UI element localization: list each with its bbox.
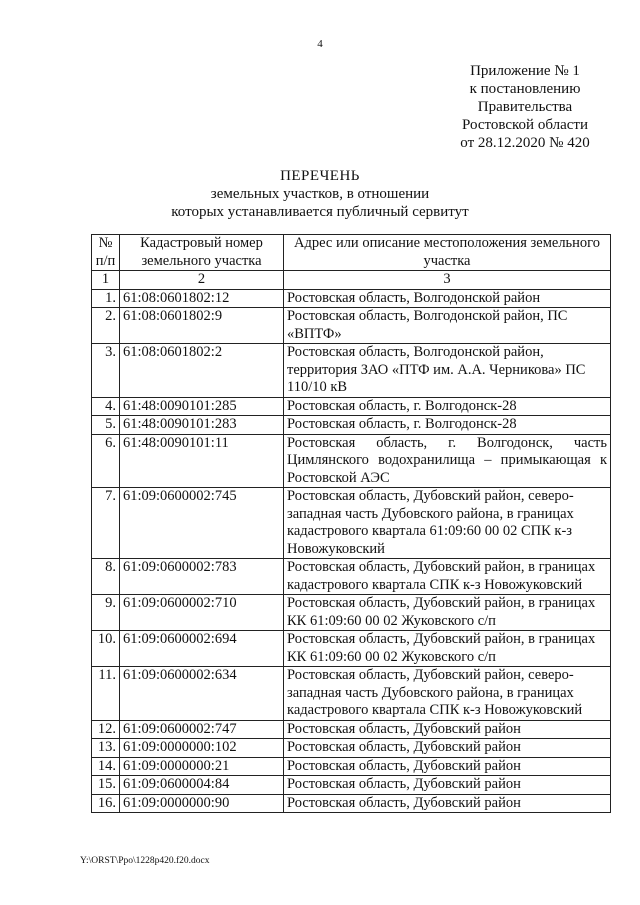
row-address: Ростовская область, Волгодонской район, территория ЗАО «ПТФ им. А.А. Черникова» ПС 110/10 кВ bbox=[284, 344, 611, 398]
table-row bbox=[92, 720, 611, 739]
table-row bbox=[92, 739, 611, 758]
heading-line: земельных участков, в отношении bbox=[210, 186, 430, 202]
appendix-block bbox=[420, 62, 630, 152]
table-header-row bbox=[92, 235, 611, 271]
row-cadastral: 61:09:0600002:745 bbox=[120, 488, 284, 559]
row-num: 4. bbox=[92, 397, 120, 416]
header-num: № п/п bbox=[92, 235, 120, 271]
table-row bbox=[92, 794, 611, 813]
appendix-line: от 28.12.2020 № 420 bbox=[460, 135, 590, 151]
row-cadastral: 61:48:0090101:11 bbox=[120, 434, 284, 488]
table-row bbox=[92, 757, 611, 776]
row-num: 13. bbox=[92, 739, 120, 758]
row-address: Ростовская область, г. Волгодонск, часть Цимлянского водохранилища – примыкающая к Ростовской АЭС bbox=[284, 434, 611, 488]
column-index: 2 bbox=[120, 271, 284, 290]
row-cadastral: 61:09:0000000:21 bbox=[120, 757, 284, 776]
row-cadastral: 61:48:0090101:283 bbox=[120, 416, 284, 435]
row-cadastral: 61:08:0601802:12 bbox=[120, 289, 284, 308]
table-row bbox=[92, 631, 611, 667]
row-num: 16. bbox=[92, 794, 120, 813]
row-num: 15. bbox=[92, 776, 120, 795]
row-address: Ростовская область, Волгодонской район, ПС «ВПТФ» bbox=[284, 308, 611, 344]
row-cadastral: 61:09:0000000:90 bbox=[120, 794, 284, 813]
row-cadastral: 61:08:0601802:2 bbox=[120, 344, 284, 398]
table-row bbox=[92, 397, 611, 416]
row-cadastral: 61:09:0600002:747 bbox=[120, 720, 284, 739]
table-row bbox=[92, 488, 611, 559]
row-address: Ростовская область, Дубовский район bbox=[284, 739, 611, 758]
row-num: 14. bbox=[92, 757, 120, 776]
row-address: Ростовская область, Дубовский район, в границах КК 61:09:60 00 02 Жуковского с/п bbox=[284, 631, 611, 667]
row-num: 2. bbox=[92, 308, 120, 344]
table-row bbox=[92, 667, 611, 721]
row-cadastral: 61:08:0601802:9 bbox=[120, 308, 284, 344]
heading-line: которых устанавливается публичный сервитут bbox=[171, 204, 469, 220]
row-address: Ростовская область, Дубовский район bbox=[284, 776, 611, 795]
table-row bbox=[92, 559, 611, 595]
column-index: 3 bbox=[284, 271, 611, 290]
table-row bbox=[92, 344, 611, 398]
row-num: 9. bbox=[92, 595, 120, 631]
row-address: Ростовская область, Дубовский район bbox=[284, 794, 611, 813]
row-num: 12. bbox=[92, 720, 120, 739]
row-address: Ростовская область, Волгодонской район bbox=[284, 289, 611, 308]
row-cadastral: 61:09:0600002:694 bbox=[120, 631, 284, 667]
row-num: 7. bbox=[92, 488, 120, 559]
file-path-footer: Y:\ORST\Ppo\1228p420.f20.docx bbox=[80, 856, 210, 866]
row-num: 10. bbox=[92, 631, 120, 667]
row-num: 8. bbox=[92, 559, 120, 595]
row-cadastral: 61:09:0600004:84 bbox=[120, 776, 284, 795]
table-row bbox=[92, 595, 611, 631]
row-num: 3. bbox=[92, 344, 120, 398]
row-address: Ростовская область, г. Волгодонск-28 bbox=[284, 397, 611, 416]
column-index-row bbox=[92, 271, 611, 290]
row-cadastral: 61:09:0000000:102 bbox=[120, 739, 284, 758]
table-row bbox=[92, 416, 611, 435]
row-cadastral: 61:48:0090101:285 bbox=[120, 397, 284, 416]
appendix-line: Ростовской области bbox=[462, 117, 588, 133]
row-cadastral: 61:09:0600002:634 bbox=[120, 667, 284, 721]
page-number: 4 bbox=[317, 38, 323, 50]
appendix-line: Приложение № 1 bbox=[470, 63, 580, 79]
table-row bbox=[92, 776, 611, 795]
land-plots-table bbox=[91, 234, 611, 813]
column-index: 1 bbox=[92, 271, 120, 290]
row-num: 5. bbox=[92, 416, 120, 435]
appendix-line: к постановлению bbox=[469, 81, 581, 97]
row-cadastral: 61:09:0600002:710 bbox=[120, 595, 284, 631]
row-cadastral: 61:09:0600002:783 bbox=[120, 559, 284, 595]
row-address: Ростовская область, Дубовский район, северо-западная часть Дубовского района, в границах кадастрового квартала СПК к-з Новожуковский bbox=[284, 667, 611, 721]
table-row bbox=[92, 289, 611, 308]
document-heading bbox=[0, 167, 640, 221]
row-address: Ростовская область, Дубовский район, северо-западная часть Дубовского района, в границах кадастрового квартала 61:09:60 00 02 СПК к-з Новожуковский bbox=[284, 488, 611, 559]
header-address: Адрес или описание местоположения земельного участка bbox=[284, 235, 611, 271]
table-row bbox=[92, 308, 611, 344]
row-address: Ростовская область, Дубовский район, в границах КК 61:09:60 00 02 Жуковского с/п bbox=[284, 595, 611, 631]
row-address: Ростовская область, г. Волгодонск-28 bbox=[284, 416, 611, 435]
row-num: 11. bbox=[92, 667, 120, 721]
row-address: Ростовская область, Дубовский район, в границах кадастрового квартала СПК к-з Новожуковский bbox=[284, 559, 611, 595]
row-num: 1. bbox=[92, 289, 120, 308]
appendix-line: Правительства bbox=[477, 99, 573, 115]
table-row bbox=[92, 434, 611, 488]
header-cadastral: Кадастровый номер земельного участка bbox=[120, 235, 284, 271]
row-address: Ростовская область, Дубовский район bbox=[284, 757, 611, 776]
heading-title: ПЕРЕЧЕНЬ bbox=[280, 168, 360, 184]
row-num: 6. bbox=[92, 434, 120, 488]
row-address: Ростовская область, Дубовский район bbox=[284, 720, 611, 739]
